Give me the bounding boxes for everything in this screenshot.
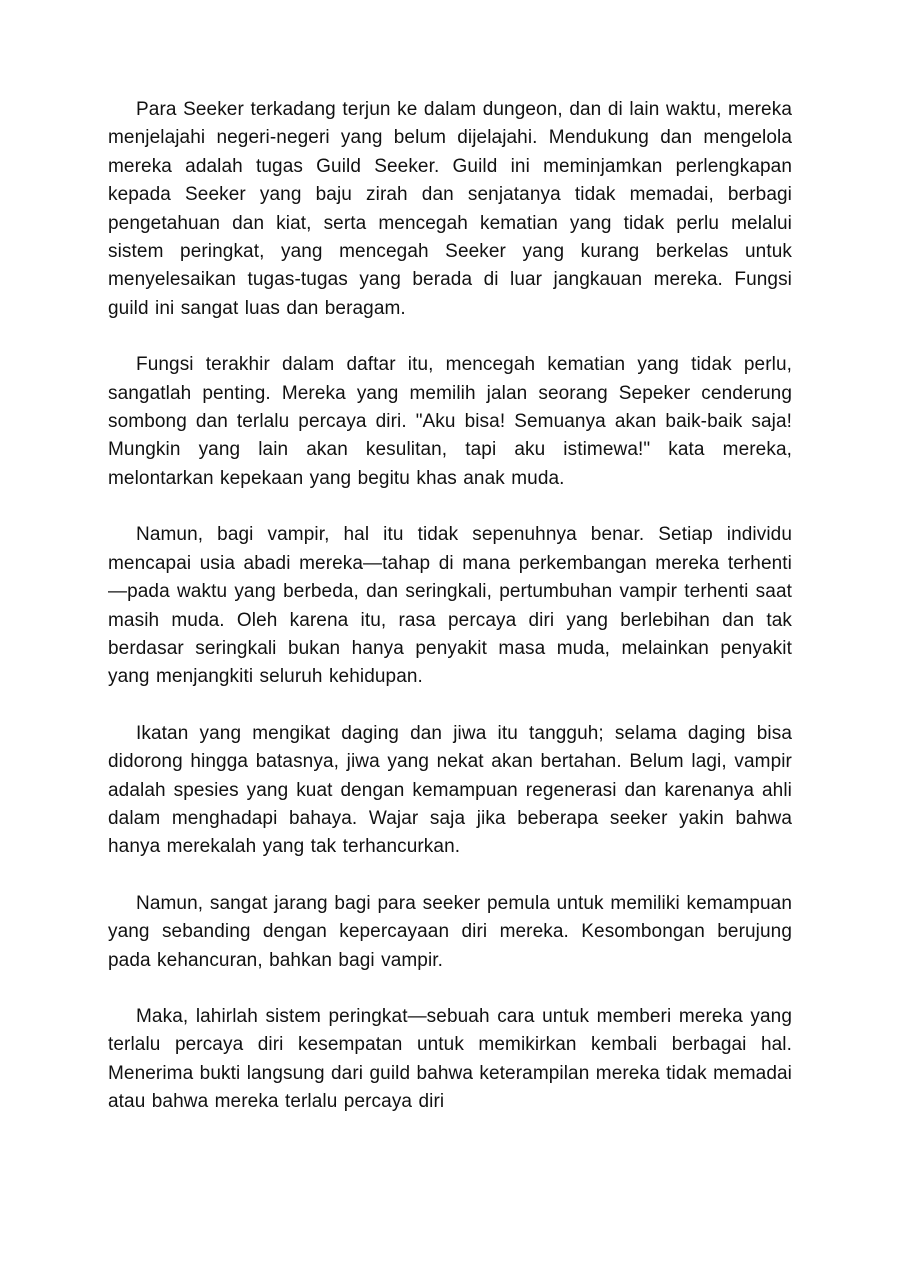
paragraph-6: Maka, lahirlah sistem peringkat—sebuah cara untuk memberi mereka yang terlalu percaya diri kesempatan untuk memikirkan kembali berbagai hal. Menerima bukti langsung dari guild bahwa keterampilan mereka tidak memadai atau bahwa mereka terlalu percaya diri	[108, 1005, 792, 1113]
paragraph-4: Ikatan yang mengikat daging dan jiwa itu tangguh; selama daging bisa didorong hingga batasnya, jiwa yang nekat akan bertahan. Belum lagi, vampir adalah spesies yang kuat dengan kemampuan regenerasi dan karenanya ahli dalam menghadapi bahaya. Wajar saja jika beberapa seeker yakin bahwa hanya merekalah yang tak terhancurkan.	[108, 722, 792, 858]
paragraph-3: Namun, bagi vampir, hal itu tidak sepenuhnya benar. Setiap individu mencapai usia abadi mereka—tahap di mana perkembangan mereka terhenti—pada waktu yang berbeda, dan seringkali, pertumbuhan vampir terhenti saat masih muda. Oleh karena itu, rasa percaya diri yang berlebihan dan tak berdasar seringkali bukan hanya penyakit masa muda, melainkan penyakit yang menjangkiti seluruh kehidupan.	[108, 524, 792, 688]
page-content	[108, 96, 792, 1117]
paragraph-1: Para Seeker terkadang terjun ke dalam dungeon, dan di lain waktu, mereka menjelajahi negeri-negeri yang belum dijelajahi. Mendukung dan mengelola mereka adalah tugas Guild Seeker. Guild ini meminjamkan perlengkapan kepada Seeker yang baju zirah dan senjatanya tidak memadai, berbagi pengetahuan dan kiat, serta mencegah kematian yang tidak perlu melalui sistem peringkat, yang mencegah Seeker yang kurang berkelas untuk menyelesaikan tugas-tugas yang berada di luar jangkauan mereka. Fungsi guild ini sangat luas dan beragam.	[108, 99, 792, 319]
paragraph-5: Namun, sangat jarang bagi para seeker pemula untuk memiliki kemampuan yang sebanding dengan kepercayaan diri mereka. Kesombongan berujung pada kehancuran, bahkan bagi vampir.	[108, 892, 792, 971]
paragraph-2: Fungsi terakhir dalam daftar itu, mencegah kematian yang tidak perlu, sangatlah penting. Mereka yang memilih jalan seorang Sepeker cenderung sombong dan terlalu percaya diri. "Aku bisa! Semuanya akan baik-baik saja! Mungkin yang lain akan kesulitan, tapi aku istimewa!" kata mereka, melontarkan kepekaan yang begitu khas anak muda.	[108, 354, 792, 489]
